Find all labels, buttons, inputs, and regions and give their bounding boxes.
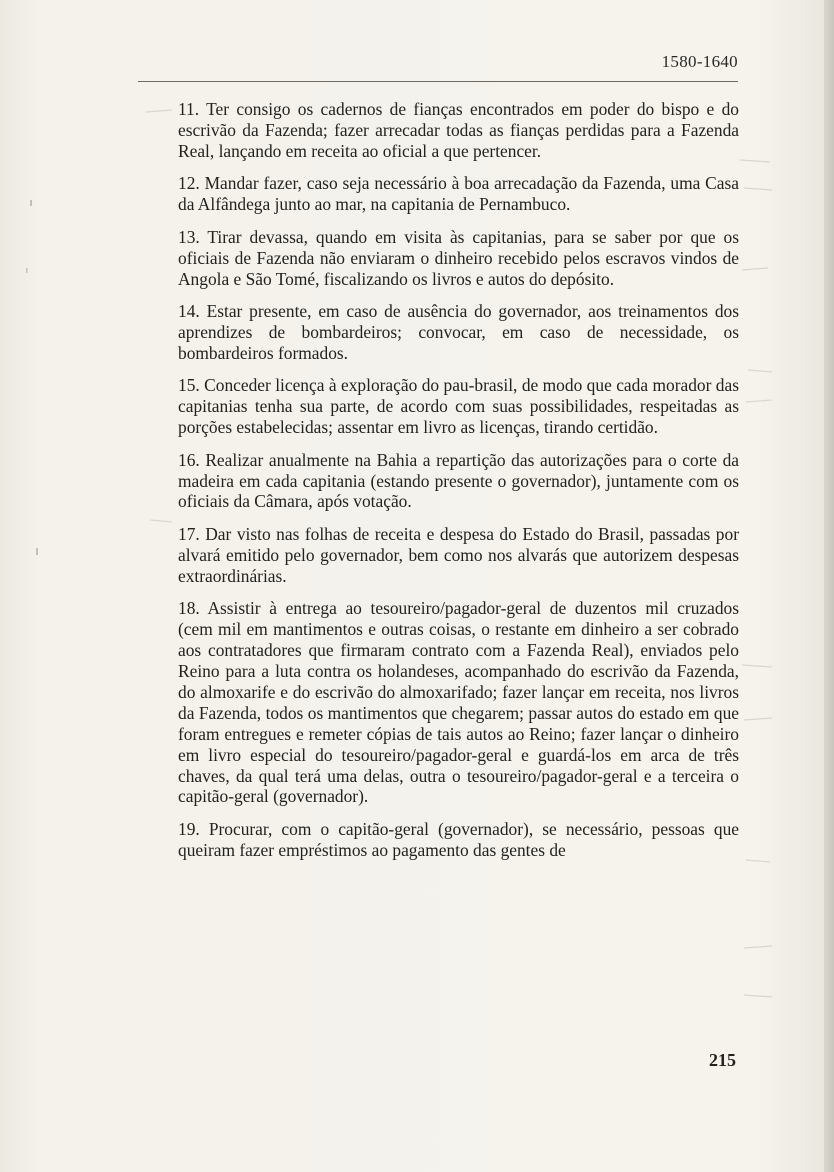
running-head: 1580-1640 xyxy=(661,52,738,71)
body-text xyxy=(178,99,739,872)
paragraph-15: 15. Conceder licença à exploração do pau-brasil, de modo que cada morador das capitanias tenha sua parte, de acordo com suas possibilidades, respeitadas as porções estabelecidas; assentar em livro as licenças, tirando certidão. xyxy=(178,375,739,438)
paragraph-12: 12. Mandar fazer, caso seja necessário à boa arrecadação da Fazenda, uma Casa da Alfândega junto ao mar, na capitania de Pernambuco. xyxy=(178,173,739,215)
paragraph-17: 17. Dar visto nas folhas de receita e despesa do Estado do Brasil, passadas por alvará emitido pelo governador, bem como nos alvarás que autorizem despesas extraordinárias. xyxy=(178,523,739,586)
page-edge-shadow xyxy=(824,0,834,1172)
paragraph-19: 19. Procurar, com o capitão-geral (governador), se necessário, pessoas que queiram fazer empréstimos ao pagamento das gentes de xyxy=(178,818,739,860)
paragraph-11: 11. Ter consigo os cadernos de fianças encontrados em poder do bispo e do escrivão da Fazenda; fazer arrecadar todas as fianças perdidas para a Fazenda Real, lançando em receita ao oficial a que pertencer. xyxy=(178,99,739,161)
paragraph-18: 18. Assistir à entrega ao tesoureiro/pagador-geral de duzentos mil cruzados (cem mil em mantimentos e outras coisas, o restante em dinheiro a ser cobrado aos contratadores que firmaram contrato com a Fazenda Real), enviados pelo Reino para a luta contra os holandeses, acompanhado do escrivão da Fazenda, do almoxarife e do escrivão do almoxarifado; fazer lançar em receita, nos livros da Fazenda, todos os mantimentos que chegarem; passar autos do estado em que foram entregues e remeter cópias de tais autos ao Reino; fazer lançar o dinheiro em livro especial do tesoureiro/pagador-geral e guardá-los em arca de três chaves, da qual terá uma delas, outra o tesoureiro/pagador-geral e a terceira o capitão-geral (governador). xyxy=(178,598,739,807)
paragraph-16: 16. Realizar anualmente na Bahia a repartição das autorizações para o corte da madeira em cada capitania (estando presente o governador), juntamente com os oficiais da Câmara, após votação. xyxy=(178,449,739,512)
paragraph-14: 14. Estar presente, em caso de ausência do governador, aos treinamentos dos aprendizes de bombardeiros; convocar, em caso de necessidade, os bombardeiros formados. xyxy=(178,301,739,363)
paragraph-13: 13. Tirar devassa, quando em visita às capitanias, para se saber por que os oficiais de Fazenda não enviaram o dinheiro recebido pelos escravos vindos de Angola e São Tomé, fiscalizando os livros e autos do depósito. xyxy=(178,226,739,289)
page-number: 215 xyxy=(709,1050,736,1070)
header-rule xyxy=(138,81,738,82)
